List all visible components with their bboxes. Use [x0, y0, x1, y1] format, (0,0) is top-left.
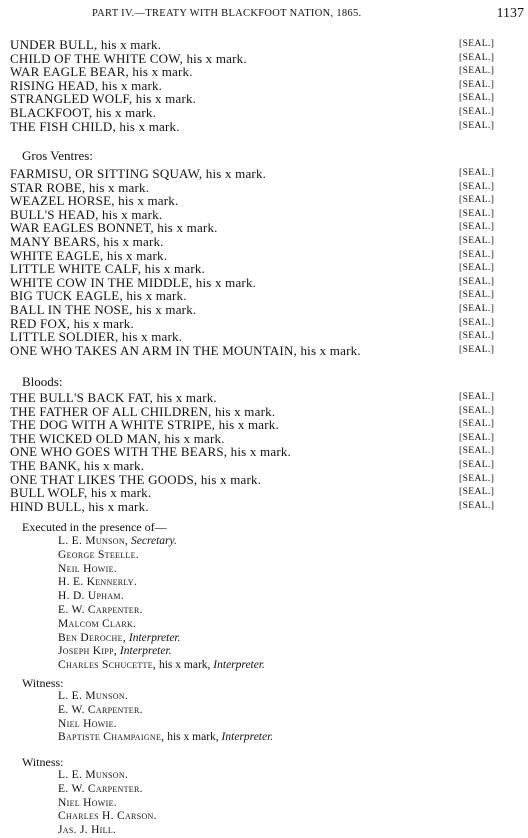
witness-row [0, 769, 528, 783]
signer-row [0, 194, 528, 208]
seal-label: [SEAL.] [459, 222, 495, 233]
witness-row [0, 618, 528, 632]
seal-label: [SEAL.] [459, 487, 495, 498]
witness-list-2 [0, 769, 528, 838]
signer-entry [10, 391, 217, 405]
signer-mark: his x mark. [126, 288, 187, 304]
gros-ventres-list [0, 167, 528, 357]
seal-label: [SEAL.] [459, 331, 495, 342]
signer-row [0, 79, 528, 93]
signer-row [0, 262, 528, 276]
signer-mark: his x mark. [156, 390, 217, 405]
signer-mark: his x mark. [214, 403, 276, 419]
signer-name: THE FISH CHILD, [10, 118, 116, 134]
witness-heading-2: Witness: [22, 755, 64, 769]
signer-mark: his x mark. [95, 104, 157, 120]
witness-name: H. E. Kennerly. [58, 576, 138, 589]
signer-name: LITTLE SOLDIER, [10, 329, 119, 345]
signer-entry [10, 106, 156, 120]
witness-row [0, 576, 528, 590]
witness-name: Joseph Kipp, [58, 645, 118, 658]
signer-mark: his x mark. [118, 193, 179, 209]
signer-mark: his x mark. [83, 457, 145, 473]
signer-name: CHILD OF THE WHITE COW, [10, 50, 183, 66]
signer-name: UNDER BULL, [10, 37, 98, 52]
seal-label: [SEAL.] [459, 39, 495, 49]
signer-mark: his x mark. [218, 417, 279, 433]
witness-row [0, 718, 528, 732]
signer-mark: his x mark. [205, 166, 267, 181]
signer-mark: his x mark. [106, 247, 168, 263]
witness-name: George Steelle. [58, 548, 139, 561]
signer-entry [10, 432, 225, 446]
witness-row [0, 690, 528, 704]
signer-name: BALL IN THE NOSE, [10, 301, 133, 317]
witness-row [0, 535, 528, 549]
witness-row [0, 632, 528, 646]
signer-entry [10, 486, 151, 500]
signer-mark: his x mark. [195, 274, 257, 290]
signer-entry [10, 303, 196, 317]
signer-name: ONE WHO GOES WITH THE BEARS, [10, 444, 228, 460]
signer-row [0, 289, 528, 303]
witness-row [0, 731, 528, 745]
signer-mark: his x mark. [136, 301, 197, 317]
signer-row [0, 344, 528, 358]
seal-label: [SEAL.] [459, 303, 495, 314]
witness-role: Interpreter. [221, 731, 274, 744]
signer-mark: his x mark. [101, 77, 163, 93]
signer-row [0, 473, 528, 487]
seal-label: [SEAL.] [459, 317, 495, 328]
seal-label: [SEAL.] [459, 249, 495, 260]
witness-row [0, 704, 528, 718]
signer-entry [10, 221, 218, 235]
signer-entry [10, 38, 161, 52]
signer-row [0, 445, 528, 459]
witness-row [0, 590, 528, 604]
page-number: 1137 [496, 6, 524, 21]
seal-label: [SEAL.] [459, 432, 495, 443]
seal-label: [SEAL.] [459, 459, 495, 470]
signer-name: BIG TUCK EAGLE, [10, 288, 123, 304]
signer-name: THE BANK, [10, 457, 81, 473]
signer-row [0, 38, 528, 52]
witness-row [0, 810, 528, 824]
seal-label: [SEAL.] [459, 473, 495, 484]
signer-mark: his x mark. [101, 206, 163, 222]
witness-name: E. W. Carpenter. [58, 782, 143, 795]
signer-name: BLACKFOOT, [10, 104, 93, 120]
witness-name: Malcom Clark. [58, 617, 137, 630]
signer-row [0, 249, 528, 263]
witness-name: L. E. Munson. [58, 769, 129, 781]
running-title: PART IV.—TREATY WITH BLACKFOOT NATION, 1865. [92, 8, 362, 19]
signer-mark: his x mark. [88, 498, 149, 514]
signer-entry [10, 276, 256, 290]
witness-row [0, 824, 528, 838]
witness-role: Interpreter. [128, 631, 181, 644]
signer-entry [10, 289, 187, 303]
signer-mark: his x mark. [135, 91, 197, 107]
signer-name: STAR ROBE, [10, 179, 86, 195]
seal-label: [SEAL.] [459, 93, 495, 104]
witness-role: Secretary. [130, 535, 177, 547]
signer-mark: his x mark. [90, 485, 152, 501]
signer-entry [10, 344, 361, 358]
signer-entry [10, 92, 196, 106]
witness-name: Jas. J. Hill. [58, 824, 117, 837]
signer-name: WAR EAGLES BONNET, [10, 220, 154, 236]
signer-row [0, 181, 528, 195]
bloods-heading: Bloods: [22, 374, 63, 389]
signer-entry [10, 79, 162, 93]
signer-mark: his x mark. [132, 64, 193, 80]
signer-entry [10, 500, 149, 514]
signer-row [0, 167, 528, 181]
signer-mark: his x mark. [73, 315, 134, 331]
signer-name: WEAZEL HORSE, [10, 193, 115, 209]
seal-label: [SEAL.] [459, 290, 495, 301]
signers-top-list [0, 38, 528, 133]
signer-mark: his x mark. [230, 444, 292, 460]
seal-label: [SEAL.] [459, 446, 495, 457]
witness-name: Baptiste Champaigne, [58, 731, 165, 744]
signer-mark: his x mark. [186, 50, 247, 66]
signer-mark: his x mark. [119, 118, 180, 134]
signer-entry [10, 317, 134, 331]
witness-role: Interpreter. [119, 645, 172, 658]
signer-entry [10, 181, 149, 195]
signer-row [0, 500, 528, 514]
page-header [0, 6, 528, 22]
witness-heading-1: Witness: [22, 676, 64, 690]
witness-name: H. D. Upham. [58, 590, 125, 603]
signer-entry [10, 167, 266, 181]
witness-name: Charles H. Carson. [58, 810, 157, 823]
seal-label: [SEAL.] [459, 106, 495, 117]
presence-witness-list [0, 535, 528, 673]
signer-entry [10, 235, 164, 249]
gros-ventres-heading: Gros Ventres: [22, 148, 93, 163]
signer-entry [10, 194, 178, 208]
seal-label: [SEAL.] [459, 392, 495, 402]
signer-name: HIND BULL, [10, 498, 85, 514]
signer-mark: his x mark. [157, 220, 218, 236]
signer-mark: his x mark. [300, 342, 361, 358]
signer-entry [10, 405, 275, 419]
signer-entry [10, 445, 291, 459]
seal-label: [SEAL.] [459, 344, 495, 355]
witness-row [0, 604, 528, 618]
signer-name: FARMISU, OR SITTING SQUAW, [10, 166, 203, 181]
signer-row [0, 330, 528, 344]
signer-entry [10, 459, 144, 473]
seal-label: [SEAL.] [459, 168, 495, 178]
signer-entry [10, 52, 247, 66]
presence-heading: Executed in the presence of— [22, 520, 167, 534]
seal-label: [SEAL.] [459, 405, 495, 416]
signer-row [0, 106, 528, 120]
witness-name: L. E. Munson, [58, 535, 129, 547]
signer-name: BULL'S HEAD, [10, 206, 99, 222]
signer-entry [10, 120, 180, 134]
witness-row [0, 659, 528, 673]
witness-mark: his x mark, [158, 659, 211, 672]
witness-role: Interpreter. [213, 659, 265, 672]
witness-name: E. W. Carpenter. [58, 603, 143, 616]
seal-label: [SEAL.] [459, 500, 495, 511]
witness-row [0, 797, 528, 811]
signer-name: STRANGLED WOLF, [10, 91, 133, 107]
signer-name: THE FATHER OF ALL CHILDREN, [10, 403, 212, 419]
seal-label: [SEAL.] [459, 263, 495, 274]
witness-name: Neil Howie. [58, 562, 117, 575]
signer-row [0, 276, 528, 290]
signer-row [0, 52, 528, 66]
signer-name: THE WICKED OLD MAN, [10, 430, 161, 446]
signer-name: MANY BEARS, [10, 233, 100, 249]
witness-row [0, 645, 528, 659]
signer-entry [10, 330, 182, 344]
seal-label: [SEAL.] [459, 66, 495, 77]
seal-label: [SEAL.] [459, 120, 495, 131]
seal-label: [SEAL.] [459, 52, 495, 63]
signer-mark: his x mark. [200, 471, 262, 487]
signer-mark: his x mark. [103, 233, 164, 249]
witness-name: Niel Howie. [58, 796, 117, 809]
signer-name: RED FOX, [10, 315, 71, 331]
witness-name: Ben Deroche, [58, 631, 126, 644]
signer-row [0, 432, 528, 446]
signer-mark: his x mark. [100, 37, 162, 52]
signer-entry [10, 418, 279, 432]
signer-name: THE DOG WITH A WHITE STRIPE, [10, 417, 216, 433]
signer-row [0, 391, 528, 405]
signer-row [0, 235, 528, 249]
signer-row [0, 405, 528, 419]
witness-mark: his x mark, [167, 731, 219, 744]
signer-row [0, 65, 528, 79]
witness-name: Charles Schucette, [58, 659, 157, 672]
signer-name: RISING HEAD, [10, 77, 99, 93]
witness-name: Niel Howie. [58, 717, 117, 730]
signer-mark: his x mark. [121, 329, 183, 345]
seal-label: [SEAL.] [459, 79, 495, 90]
signer-entry [10, 249, 167, 263]
signer-name: WAR EAGLE BEAR, [10, 64, 129, 80]
signer-mark: his x mark. [144, 261, 206, 277]
seal-label: [SEAL.] [459, 195, 495, 206]
signer-mark: his x mark. [88, 179, 150, 195]
witness-row [0, 549, 528, 563]
witness-row [0, 563, 528, 577]
seal-label: [SEAL.] [459, 419, 495, 430]
signer-name: ONE WHO TAKES AN ARM IN THE MOUNTAIN, [10, 342, 297, 358]
signer-row [0, 208, 528, 222]
signer-name: WHITE EAGLE, [10, 247, 104, 263]
signer-row [0, 486, 528, 500]
seal-label: [SEAL.] [459, 235, 495, 246]
signer-row [0, 120, 528, 134]
signer-name: WHITE COW IN THE MIDDLE, [10, 274, 193, 290]
signer-row [0, 459, 528, 473]
witness-name: E. W. Carpenter. [58, 703, 143, 716]
signer-name: BULL WOLF, [10, 485, 88, 501]
bloods-list [0, 391, 528, 513]
signer-mark: his x mark. [164, 430, 225, 446]
signer-entry [10, 208, 162, 222]
seal-label: [SEAL.] [459, 181, 495, 192]
signer-row [0, 92, 528, 106]
witness-row [0, 783, 528, 797]
signer-entry [10, 262, 205, 276]
signer-row [0, 317, 528, 331]
signer-row [0, 221, 528, 235]
signer-name: LITTLE WHITE CALF, [10, 261, 142, 277]
signer-row [0, 303, 528, 317]
signer-name: ONE THAT LIKES THE GOODS, [10, 471, 198, 487]
signer-row [0, 418, 528, 432]
signer-entry [10, 65, 193, 79]
signer-name: THE BULL'S BACK FAT, [10, 390, 154, 405]
witness-name: L. E. Munson. [58, 690, 129, 702]
seal-label: [SEAL.] [459, 276, 495, 287]
seal-label: [SEAL.] [459, 208, 495, 219]
witness-list-1 [0, 690, 528, 745]
signer-entry [10, 473, 261, 487]
